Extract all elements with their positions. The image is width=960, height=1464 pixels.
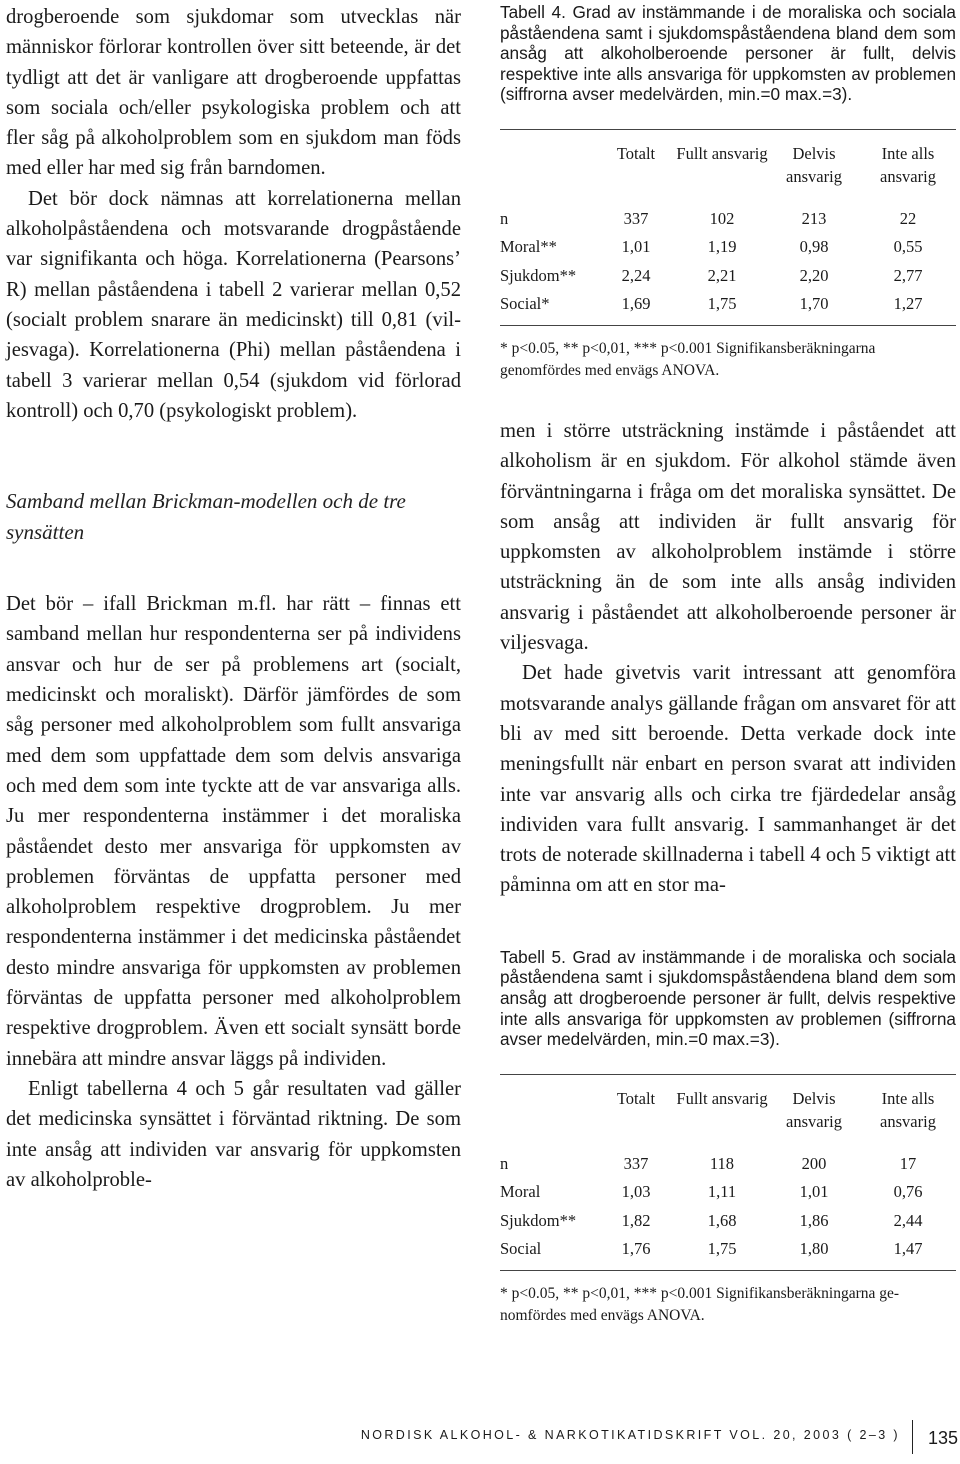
- table-cell: 337: [623, 208, 649, 228]
- page-number: 135: [928, 1428, 959, 1448]
- table-cell: 2,24: [621, 265, 651, 285]
- table-cell: 17: [899, 1153, 917, 1173]
- table-cell: 0,55: [893, 237, 923, 257]
- table-cell: 1,75: [707, 1239, 737, 1259]
- table-cell: Moral: [500, 1182, 541, 1202]
- table-caption: Tabell 4. Grad av instämmande i de moraliska och sociala påståendena samt i sjukdomspåståendena bland dem som ansåg att alkoholberoende personer är fullt, delvis respektive inte alls ansvariga för uppkomsten av problemen (siffrorna avser medelvärden, min.=0 max.=3).: [500, 2, 956, 105]
- table-header-cell: Inte alls ansvarig: [880, 143, 936, 186]
- table-note: * p<0.05, ** p<0,01, *** p<0.001 Signifikansberäkningarna genomfördes med envägs ANOVA.: [500, 1284, 900, 1324]
- table-cell: 2,77: [893, 265, 923, 285]
- table-cell: 2,21: [707, 265, 737, 285]
- table-row: [500, 233, 956, 262]
- body-paragraph: Det bör – ifall Brickman m.fl. har rätt – finnas ett samband mellan hur respondenterna ser på individens ansvar och hur de ser på problemens art (socialt, medicinskt och moraliskt). Därför jämfördes de som såg personer med alkoholproblem som fullt ansvariga med dem som uppfattade dem som delvis ansvariga och med dem som inte tyckte att de var ansvariga alls. Ju mer respondenterna instämmer i det moraliska påståendet desto mer ansvariga för uppkomsten av problemen förväntas de uppfatta personer med alkoholproblem respektive drogproblem. Ju mer respondenterna instämmer i det medicinska påståendet desto mindre ansvariga för uppkomsten av problemen förväntas de uppfatta personer med alkoholproblem respektive drogproblem. Även ett socialt synsätt borde innebära att mindre ansvar läggs på individen.: [6, 593, 461, 1070]
- table-note: * p<0.05, ** p<0,01, *** p<0.001 Signifikansberäkningarna genomfördes med envägs ANOVA.: [500, 339, 876, 379]
- body-paragraph: Det hade givetvis varit intressant att genomföra motsvarande analys gällande frågan om ansvaret för att bli av med sitt beroende. Detta verkade dock inte meningsfullt när enbart en person svarat att individen inte var ansvarig alls och cirka tre fjärdedelar ansåg individen vara fullt ansvarig. I sammanhanget är det trots de noterade skillnaderna i tabell 4 och 5 viktigt att påminna om att en stor ma-: [500, 662, 956, 897]
- table-header-row: [500, 129, 956, 199]
- table-cell: n: [500, 1153, 509, 1173]
- table-header-cell: Inte alls ansvarig: [880, 1088, 936, 1131]
- body-paragraph: drogberoende som sjukdomar som utvecklas när människor förlorar kontrollen över sitt beteende, är det tydligt att det är vanligare att drogberoende uppfattas som sociala och/eller psykologiska problem och att fler såg på alkoholproblem som en sjukdom man föds med eller har med sig från barndomen.: [6, 6, 461, 180]
- table-cell: 1,75: [707, 294, 737, 314]
- table-cell: Sjukdom**: [500, 1210, 577, 1230]
- table-header-cell: [500, 129, 596, 199]
- table-cell: 1,80: [799, 1239, 829, 1259]
- table-header-cell: Fullt ansvarig: [676, 1088, 768, 1108]
- table-header-cell: Fullt ansvarig: [676, 143, 768, 163]
- right-column: [500, 0, 956, 1327]
- table-cell: 1,01: [621, 237, 651, 257]
- data-table: [500, 1074, 956, 1271]
- table-cell: 22: [899, 208, 917, 228]
- table-cell: 102: [709, 208, 735, 228]
- table-cell: 0,98: [799, 237, 829, 257]
- footer-divider: [912, 1420, 913, 1454]
- table-cell: 213: [801, 208, 827, 228]
- table-row: [500, 262, 956, 291]
- table-5-block: [500, 947, 956, 1327]
- table-cell: 0,76: [893, 1182, 923, 1202]
- table-cell: 1,76: [621, 1239, 651, 1259]
- table-header-cell: Totalt: [616, 143, 656, 163]
- table-cell: 1,03: [621, 1182, 651, 1202]
- table-cell: 1,11: [707, 1182, 737, 1202]
- table-header-cell: Totalt: [616, 1088, 656, 1108]
- table-cell: Moral**: [500, 237, 557, 257]
- table-cell: Social*: [500, 294, 550, 314]
- table-cell: 1,69: [621, 294, 651, 314]
- table-row: [500, 199, 956, 234]
- left-column: [6, 0, 461, 1195]
- body-paragraph: Enligt tabellerna 4 och 5 går resultaten vad gäller det medicinska synsättet i förväntad riktning. De som inte ansåg att individen var ansvarig för uppkomsten av alkoholproble-: [6, 1077, 461, 1191]
- table-cell: 337: [623, 1153, 649, 1173]
- table-cell: 1,70: [799, 294, 829, 314]
- table-row: [500, 1144, 956, 1179]
- table-cell: Sjukdom**: [500, 265, 577, 285]
- table-row: [500, 290, 956, 325]
- table-header-cell: [500, 1074, 596, 1144]
- table-4-block: [500, 2, 956, 382]
- table-cell: 1,27: [893, 294, 923, 314]
- table-row: [500, 1178, 956, 1207]
- table-row: [500, 1235, 956, 1270]
- table-row: [500, 1207, 956, 1236]
- data-table: [500, 129, 956, 326]
- table-cell: 1,01: [799, 1182, 829, 1202]
- page-footer: [0, 1420, 960, 1464]
- table-cell: 200: [801, 1153, 827, 1173]
- table-header-cell: Delvis ansvarig: [786, 1088, 842, 1131]
- table-header-row: [500, 1074, 956, 1144]
- journal-name: NORDISK ALKOHOL- & NARKOTIKATIDSKRIFT VOL. 20, 2003 ( 2–3 ): [360, 1428, 900, 1442]
- table-caption: Tabell 5. Grad av instämmande i de moraliska och sociala påståendena samt i sjukdomspåståendena bland dem som ansåg att drogberoende personer är fullt, delvis respektive inte alls ansvariga för uppkomsten av problemen (siffrorna avser medelvärden, min.=0 max.=3).: [500, 946, 956, 1050]
- table-cell: n: [500, 208, 509, 228]
- table-cell: 2,20: [799, 265, 829, 285]
- table-header-cell: Delvis ansvarig: [786, 143, 842, 186]
- table-cell: Social: [500, 1239, 542, 1259]
- table-cell: 1,86: [799, 1210, 829, 1230]
- table-cell: 2,44: [893, 1210, 923, 1230]
- table-cell: 1,19: [707, 237, 737, 257]
- table-cell: 118: [709, 1153, 735, 1173]
- table-cell: 1,68: [707, 1210, 737, 1230]
- body-paragraph: men i större utsträckning instämde i påståendet att alkoholism är en sjukdom. För alkohol stämde även förväntningarna i fråga om det moraliska synsättet. De som ansåg att individen är fullt ansvarig för uppkomsten av alkoholproblem instämde i större utsträckning än de som inte alls ansåg individen ansvarig i påståendet att alkoholberoende personer är viljesvaga.: [500, 419, 956, 655]
- body-paragraph: Det bör dock nämnas att korrelationerna mellan alkoholpåståendena och motsvarande drogpåstående var signifikanta och höga. Korrelationerna (Pearsons’ R) mellan påståendena i tabell 2 varierar mellan 0,52 (socialt problem snarare än medicinskt) till 0,81 (viljesvaga). Korrelationerna (Phi) mellan påståendena i tabell 3 varierar mellan 0,54 (sjukdom vid förlorad kontroll) och 0,70 (psykologiskt problem).: [6, 187, 461, 422]
- table-cell: 1,47: [893, 1239, 923, 1259]
- table-cell: 1,82: [621, 1210, 651, 1230]
- section-heading: Samband mellan Brickman-modellen och de tre synsätten: [6, 489, 406, 544]
